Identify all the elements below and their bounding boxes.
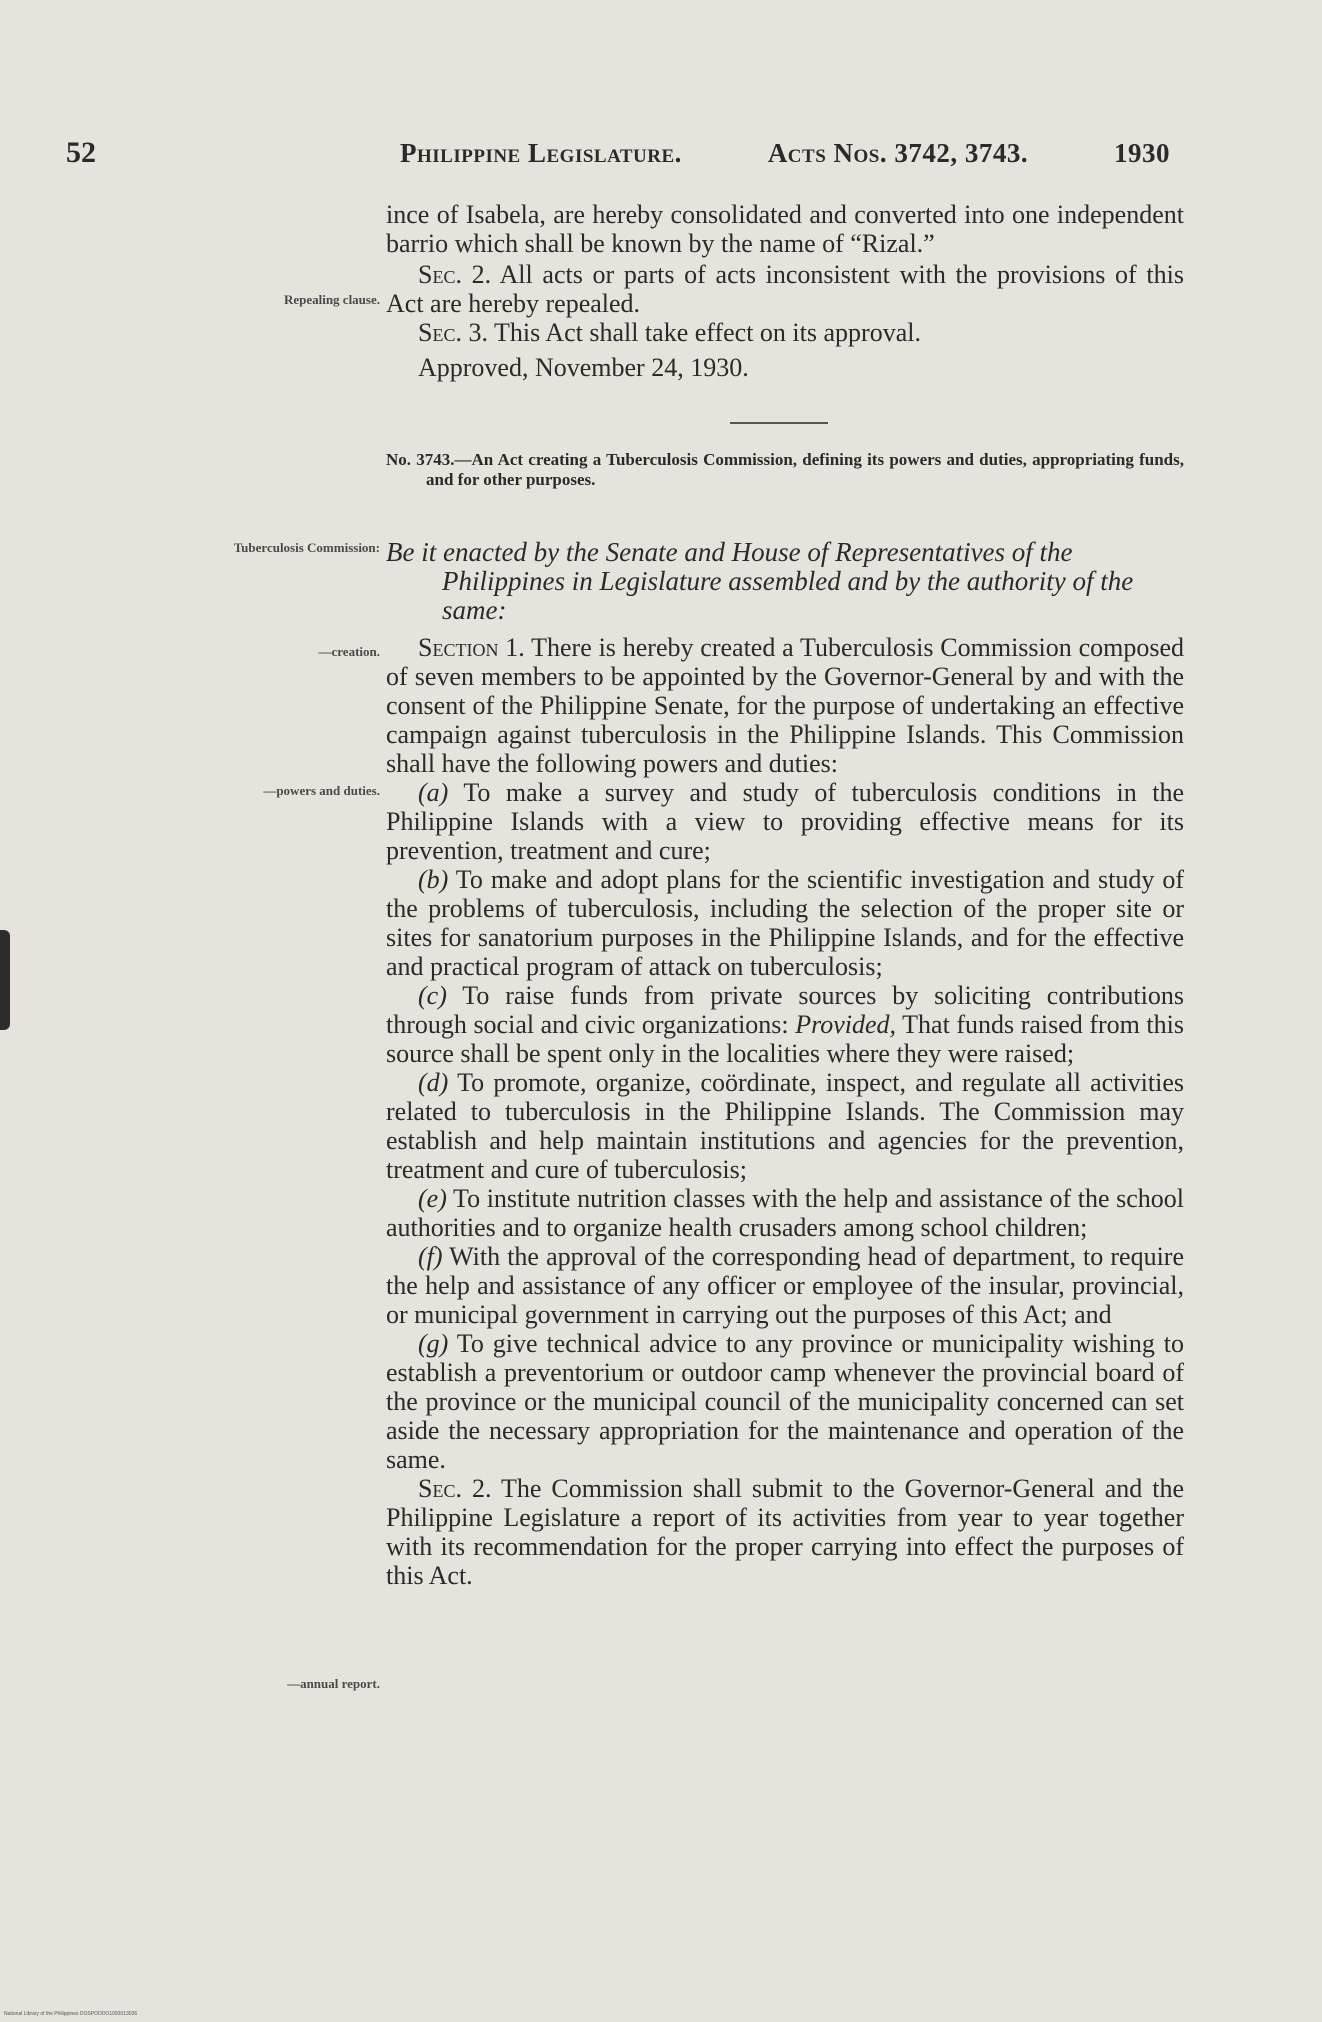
page-number: 52 <box>66 136 96 169</box>
enacting-clause: Be it enacted by the Senate and House of Representatives of the Philippines in Legislature assembled and by the authority of the same: <box>386 537 1134 625</box>
item-a: (a) To make a survey and study of tuberculosis conditions in the Philippine Islands with a view to providing effective means for its prevention, treatment and cure; <box>386 778 1184 865</box>
item-f: (f) With the approval of the corresponding head of department, to require the help and assistance of any officer or employee of the insular, provincial, or municipal government in carrying out the purposes of this Act; and <box>386 1242 1184 1329</box>
paragraph-continuation: ince of Isabela, are hereby consolidated and converted into one independent barrio which shall be known by the name of “Rizal.” <box>386 200 1184 258</box>
section-2-annual-report: Sec. 2. The Commission shall submit to the Governor-General and the Philippine Legislature a report of its activities from year to year together with its recommendation for the proper carrying into effect the purposes of this Act. <box>386 1474 1184 1590</box>
scan-credit: National Library of the Philippines DOSPOODO1093013036 <box>4 2011 138 2017</box>
section-label: Sec. 3. <box>418 318 488 347</box>
section-1-creation: Section 1. There is hereby created a Tuberculosis Commission composed of seven members to be appointed by the Governor-General by and with the consent of the Philippine Senate, for the purpose of undertaking an effective campaign against tuberculosis in the Philippine Islands. This Commission shall have the following powers and duties: <box>386 633 1184 778</box>
item-e: (e) To institute nutrition classes with the help and assistance of the school authorities and to organize health crusaders among school children; <box>386 1184 1184 1242</box>
running-title: Philippine Legislature. <box>400 138 682 168</box>
act-3743-title: No. 3743.—An Act creating a Tuberculosis Commission, defining its powers and duties, appropriating funds, and for other purposes. <box>386 450 1184 489</box>
margin-note-powers: —powers and duties. <box>263 783 380 798</box>
item-c: (c) To raise funds from private sources by soliciting contributions through social and civic organizations: Provided, That funds raised from this source shall be spent only in the localities where they were raised; <box>386 981 1184 1068</box>
running-head <box>400 138 1170 169</box>
binding-shadow <box>0 930 10 1030</box>
item-d: (d) To promote, organize, coördinate, inspect, and regulate all activities related to tuberculosis in the Philippine Islands. The Commission may establish and help maintain institutions and agencies for the prevention, treatment and cure of tuberculosis; <box>386 1068 1184 1184</box>
margin-note-repealing: Repealing clause. <box>283 292 380 307</box>
item-g: (g) To give technical advice to any province or municipality wishing to establish a preventorium or outdoor camp whenever the provincial board of the province or the municipal council of the municipality concerned can set aside the necessary appropriation for the maintenance and operation of the same. <box>386 1329 1184 1474</box>
section-label: Section 1. <box>418 633 525 662</box>
margin-note-annual-report: —annual report. <box>287 1676 380 1691</box>
act-3742-body <box>386 200 1184 382</box>
acts-numbers: Acts Nos. 3742, 3743. <box>767 138 1029 168</box>
section-divider <box>730 422 828 424</box>
year: 1930 <box>1114 138 1170 168</box>
section-label: Sec. 2. <box>418 260 492 289</box>
act-3743-body <box>386 633 1184 1590</box>
section-3-effectivity: Sec. 3. This Act shall take effect on its approval. <box>418 318 921 347</box>
item-b: (b) To make and adopt plans for the scientific investigation and study of the problems of tuberculosis, including the selection of the proper site or sites for sanatorium purposes in the Philippine Islands, and for the effective and practical program of attack on tuberculosis; <box>386 865 1184 981</box>
margin-note-creation: —creation. <box>318 644 380 659</box>
section-label: Sec. 2. <box>418 1474 492 1503</box>
approval-date: Approved, November 24, 1930. <box>418 353 749 382</box>
section-2-repeal: Sec. 2. All acts or parts of acts inconsistent with the provisions of this Act are hereby repealed. <box>386 260 1184 318</box>
margin-note-tb-commission: Tuberculosis Commission: <box>233 540 380 555</box>
